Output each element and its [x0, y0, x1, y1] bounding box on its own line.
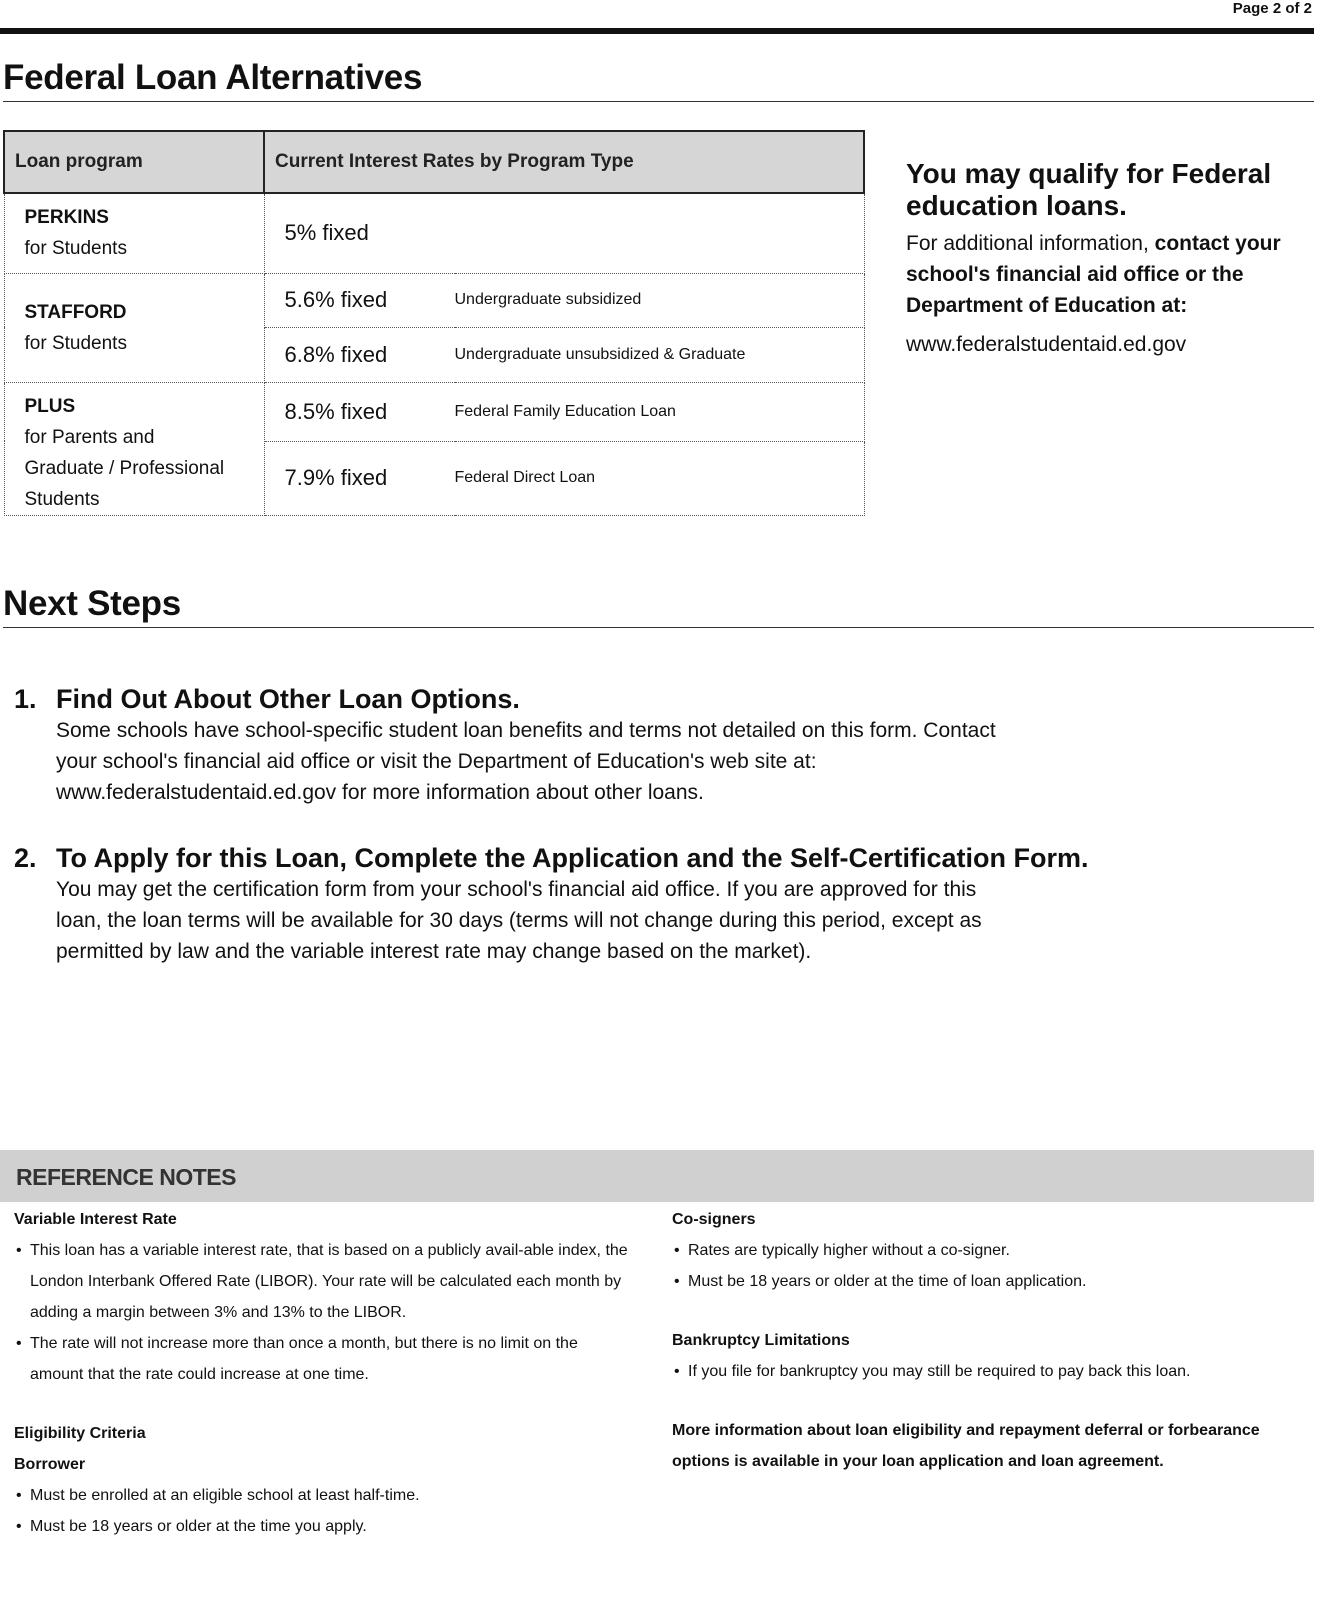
- list-item: • This loan has a variable interest rate, that is based on a publicly avail-able index, the London Interbank Offered Rate (LIBOR). Your rate will be calculated each month by adding a margin between 3% and 13% to the LIBOR.: [14, 1235, 634, 1328]
- rate-description: Undergraduate subsidized: [455, 273, 865, 327]
- rate-value: 6.8% fixed: [264, 327, 455, 382]
- program-audience: for Students: [24, 238, 127, 260]
- reference-notes-header: [0, 1150, 1314, 1202]
- program-audience: Graduate / Professional: [24, 457, 225, 479]
- federal-qualify-callout: [906, 158, 1306, 357]
- step-body: [14, 874, 1214, 967]
- step-title: Find Out About Other Loan Options.: [56, 684, 520, 714]
- next-steps-title: Next Steps: [3, 584, 181, 623]
- step-line: www.federalstudentaid.ed.gov for more information about other loans.: [56, 781, 704, 804]
- federal-loan-table: [3, 130, 865, 516]
- reference-notes-title: REFERENCE NOTES: [16, 1164, 236, 1190]
- rate-value: 5.6% fixed: [264, 273, 455, 327]
- program-perkins: [4, 193, 264, 273]
- callout-text-plain: For additional information,: [906, 232, 1155, 255]
- rate-value: 8.5% fixed: [264, 382, 455, 441]
- callout-heading: You may qualify for Federal education loans.: [906, 158, 1272, 221]
- program-plus: [4, 382, 264, 515]
- program-audience: for Students: [24, 332, 127, 354]
- cosigners-heading: Co-signers: [672, 1211, 756, 1228]
- reference-notes-left-column: [14, 1204, 634, 1542]
- list-item: • Must be 18 years or older at the time of loan application.: [672, 1266, 1272, 1297]
- table-row: [4, 273, 864, 327]
- step-number: 2.: [14, 843, 37, 873]
- step-body: [14, 715, 1214, 808]
- variable-rate-heading: Variable Interest Rate: [14, 1211, 177, 1228]
- section-divider: [3, 627, 1314, 628]
- step-2: [14, 843, 1214, 967]
- page-indicator: Page 2 of 2: [1232, 0, 1312, 17]
- column-header-loan-program: Loan program: [4, 131, 264, 193]
- list-item: • Must be enrolled at an eligible school at least half-time.: [14, 1480, 634, 1511]
- program-name: STAFFORD: [24, 301, 127, 323]
- step-line: Some schools have school-specific student loan benefits and terms not detailed on this form. Contact: [56, 719, 996, 742]
- step-line: loan, the loan terms will be available for 30 days (terms will not change during this period, except as: [56, 909, 982, 932]
- program-audience: Students: [24, 488, 100, 510]
- program-name: PERKINS: [24, 207, 109, 229]
- column-header-interest-rates: Current Interest Rates by Program Type: [264, 131, 864, 193]
- step-1: [14, 684, 1214, 808]
- table-row: [4, 382, 864, 441]
- rate-value: 5% fixed: [264, 193, 455, 273]
- rate-description: [455, 193, 865, 273]
- variable-rate-list: [14, 1235, 634, 1390]
- eligibility-list: [14, 1480, 634, 1542]
- eligibility-heading: Eligibility Criteria: [14, 1425, 146, 1442]
- program-name: PLUS: [24, 395, 76, 417]
- federal-loan-alternatives-title: Federal Loan Alternatives: [3, 58, 423, 97]
- table-header-row: [4, 131, 864, 193]
- rate-description: Undergraduate unsubsidized & Graduate: [455, 327, 865, 382]
- list-item: • The rate will not increase more than once a month, but there is no limit on the amount that the rate could increase at one time.: [14, 1328, 634, 1390]
- bankruptcy-heading: Bankruptcy Limitations: [672, 1332, 850, 1349]
- federal-aid-link[interactable]: www.federalstudentaid.ed.gov: [906, 333, 1187, 356]
- list-item: • Rates are typically higher without a co-signer.: [672, 1235, 1272, 1266]
- program-stafford: [4, 273, 264, 382]
- list-item: • If you file for bankruptcy you may still be required to pay back this loan.: [672, 1356, 1272, 1387]
- step-line: your school's financial aid office or visit the Department of Education's web site at:: [56, 750, 817, 773]
- step-title: To Apply for this Loan, Complete the Application and the Self-Certification Form.: [56, 843, 1089, 873]
- more-info-note: More information about loan eligibility and repayment deferral or forbearance options is available in your loan application and loan agreement.: [672, 1422, 1260, 1470]
- rate-description: Federal Family Education Loan: [455, 382, 865, 441]
- section-divider: [3, 101, 1314, 102]
- cosigners-list: [672, 1235, 1272, 1297]
- step-line: You may get the certification form from your school's financial aid office. If you are approved for this: [56, 878, 977, 901]
- program-audience: for Parents and: [24, 426, 155, 448]
- callout-text-bold: contact your school's financial aid office or the Department of Education at:: [906, 232, 1281, 317]
- top-divider: [0, 28, 1314, 34]
- step-line: permitted by law and the variable interest rate may change based on the market).: [56, 940, 812, 963]
- list-item: • Must be 18 years or older at the time you apply.: [14, 1511, 634, 1542]
- rate-description: Federal Direct Loan: [455, 441, 865, 515]
- table-row: [4, 193, 864, 273]
- callout-text: [906, 228, 1306, 321]
- bankruptcy-list: [672, 1356, 1272, 1387]
- step-number: 1.: [14, 684, 37, 714]
- rate-value: 7.9% fixed: [264, 441, 455, 515]
- reference-notes-right-column: [672, 1204, 1272, 1477]
- borrower-subheading: Borrower: [14, 1456, 86, 1473]
